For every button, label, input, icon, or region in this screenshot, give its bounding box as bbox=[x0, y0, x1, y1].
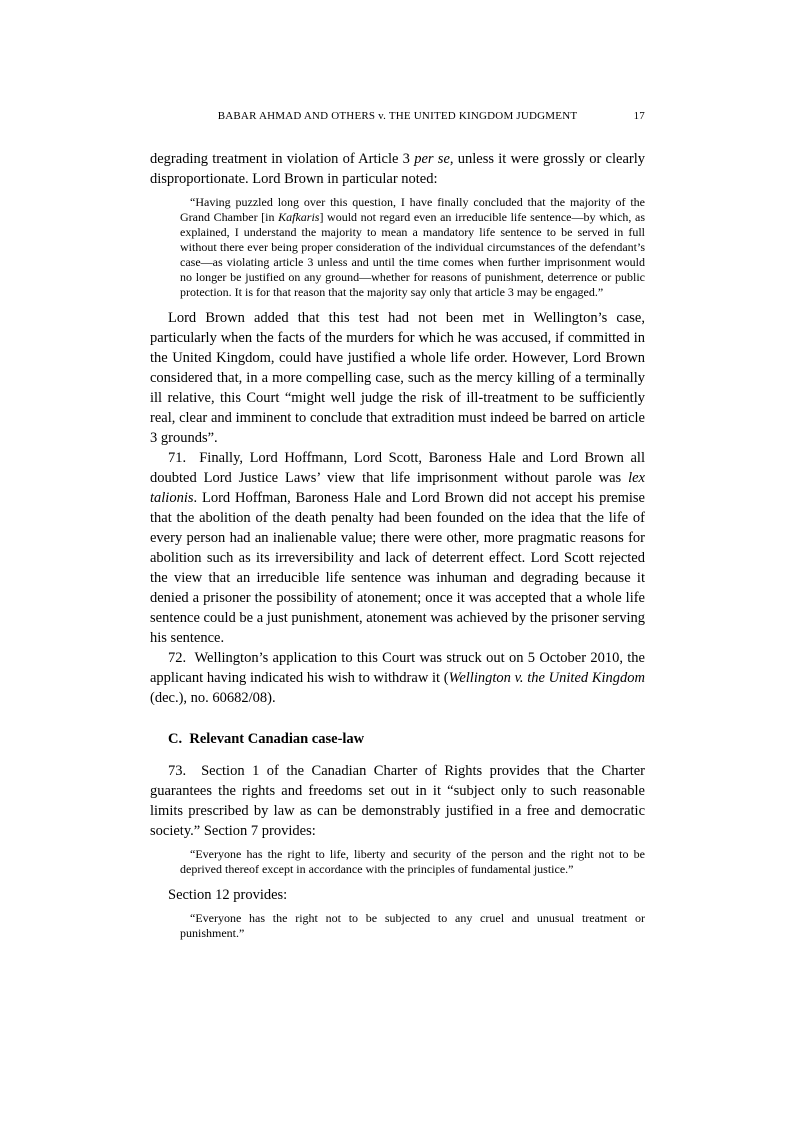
block-quote bbox=[180, 847, 645, 877]
text-segment: 73. Section 1 of the Canadian Charter of Rights provides that the Charter guarantees the rights and freedoms set out in it “subject only to such reasonable limits prescribed by law as can be demonstrably justified in a free and democratic society.” Section 7 provides: bbox=[150, 763, 645, 839]
text-segment: C. Relevant Canadian case-law bbox=[168, 731, 365, 747]
block-quote bbox=[180, 195, 645, 300]
text-segment: per se bbox=[414, 151, 450, 167]
paragraph bbox=[150, 761, 645, 841]
paragraph bbox=[150, 648, 645, 708]
text-segment: . Lord Hoffman, Baroness Hale and Lord Brown did not accept his premise that the abolition of the death penalty had been founded on the idea that the life of every person had an inalienable value; there were other, more pragmatic reasons for abolition such as its irreversibility and lack of deterrent effect. Lord Scott rejected the view that an irreducible life sentence was inhuman and degrading because it denied a prisoner the possibility of atonement; once it was accepted that a whole life sentence could be a just punishment, atonement was achieved by the prisoner serving his sentence. bbox=[150, 490, 645, 646]
paragraph bbox=[150, 149, 645, 189]
paragraph bbox=[150, 885, 645, 905]
text-segment: , unless it were grossly or clearly disproportionate. Lord Brown in particular noted: bbox=[150, 151, 645, 187]
text-segment: Section 12 provides: bbox=[168, 887, 288, 903]
text-segment: “Having puzzled long over this question, I have finally concluded that the majority of the Grand Chamber [in bbox=[180, 195, 645, 224]
text-segment: “Everyone has the right to life, liberty and security of the person and the right not to be deprived thereof except in accordance with the principles of fundamental justice.” bbox=[180, 847, 645, 876]
page-number: 17 bbox=[633, 110, 645, 122]
running-header-title: BABAR AHMAD AND OTHERS v. THE UNITED KINGDOM JUDGMENT bbox=[217, 110, 578, 122]
document-body bbox=[150, 149, 645, 941]
page-header bbox=[150, 110, 645, 122]
text-segment: Kafkaris bbox=[278, 210, 320, 224]
paragraph bbox=[150, 448, 645, 648]
text-segment: lex talionis bbox=[150, 470, 645, 506]
text-segment: 72. Wellington’s application to this Court was struck out on 5 October 2010, the applicant having indicated his wish to withdraw it ( bbox=[150, 650, 645, 686]
text-segment: Wellington v. the United Kingdom bbox=[448, 670, 645, 686]
text-segment: degrading treatment in violation of Article 3 bbox=[150, 151, 415, 167]
text-segment: “Everyone has the right not to be subjected to any cruel and unusual treatment or punishment.” bbox=[180, 911, 645, 940]
text-segment: (dec.), no. 60682/08). bbox=[150, 690, 276, 706]
text-segment: 71. Finally, Lord Hoffmann, Lord Scott, Baroness Hale and Lord Brown all doubted Lord Justice Laws’ view that life imprisonment without parole was bbox=[150, 450, 645, 486]
paragraph bbox=[150, 308, 645, 448]
text-segment: ] would not regard even an irreducible life sentence—by which, as explained, I understand the majority to mean a mandatory life sentence to be served in full without there ever being proper consideration of the individual circumstances of the defendant’s case—as violating article 3 unless and until the time comes when further imprisonment would no longer be justified on any ground—whether for reasons of punishment, deterrence or public protection. It is for that reason that the majority say only that article 3 may be engaged.” bbox=[180, 210, 645, 299]
text-segment: Lord Brown added that this test had not been met in Wellington’s case, particularly when the facts of the murders for which he was accused, if committed in the United Kingdom, could have justified a whole life order. However, Lord Brown considered that, in a more compelling case, such as the mercy killing of a terminally ill relative, this Court “might well judge the risk of ill-treatment to be sufficiently real, clear and imminent to conclude that extradition must indeed be barred on article 3 grounds”. bbox=[150, 310, 645, 446]
section-heading bbox=[168, 731, 645, 748]
block-quote bbox=[180, 911, 645, 941]
